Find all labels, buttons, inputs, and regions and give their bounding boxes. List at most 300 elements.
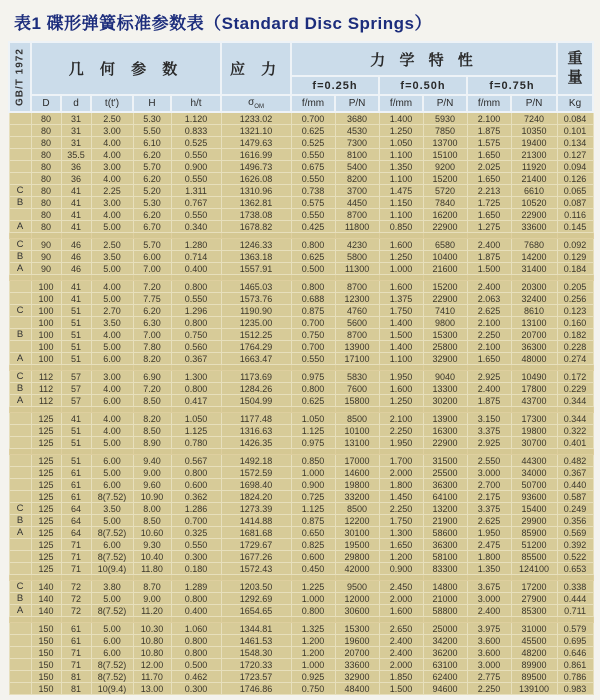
value-cell: 2.25 — [91, 185, 133, 197]
value-cell: 51 — [61, 437, 91, 449]
value-cell: 1512.25 — [221, 329, 291, 341]
value-cell: 1.289 — [171, 581, 221, 593]
value-cell: 0.440 — [557, 479, 593, 491]
value-cell: 41 — [61, 197, 91, 209]
value-cell: 12300 — [335, 293, 379, 305]
value-cell: 10350 — [511, 125, 557, 137]
standard-code: GB/T 1972 — [9, 42, 31, 112]
value-cell: 7.75 — [133, 293, 171, 305]
value-cell: 5.00 — [91, 293, 133, 305]
col-f50: f/mm — [379, 95, 423, 112]
value-cell: 1.125 — [291, 425, 335, 437]
value-cell: 125 — [31, 467, 61, 479]
value-cell: 30100 — [335, 527, 379, 539]
value-cell: 9.60 — [133, 479, 171, 491]
value-cell: 51 — [61, 455, 91, 467]
value-cell: 31400 — [511, 263, 557, 275]
value-cell: 1.700 — [379, 455, 423, 467]
value-cell: 1.800 — [467, 551, 511, 563]
value-cell: 1720.33 — [221, 659, 291, 671]
value-cell: 83300 — [423, 563, 467, 575]
value-cell: 1.400 — [379, 317, 423, 329]
value-cell: 1235.00 — [221, 317, 291, 329]
value-cell: 15100 — [423, 149, 467, 161]
value-cell: 2.925 — [467, 437, 511, 449]
value-cell: 8610 — [511, 305, 557, 317]
value-cell: 100 — [31, 281, 61, 293]
table-row — [9, 125, 593, 137]
value-cell: 3.00 — [91, 371, 133, 383]
value-cell: 51 — [61, 305, 91, 317]
series-label-cell: C — [9, 503, 31, 515]
value-cell: 125 — [31, 437, 61, 449]
series-label-cell: B — [9, 593, 31, 605]
value-cell: 2.400 — [467, 239, 511, 251]
value-cell: 5600 — [335, 317, 379, 329]
value-cell: 1677.26 — [221, 551, 291, 563]
value-cell: 20700 — [335, 647, 379, 659]
value-cell: 6.00 — [91, 455, 133, 467]
value-cell: 1.600 — [379, 239, 423, 251]
value-cell: 5.30 — [133, 197, 171, 209]
value-cell: 0.625 — [291, 251, 335, 263]
value-cell: 11920 — [511, 161, 557, 173]
series-label-cell — [9, 635, 31, 647]
value-cell: 2.000 — [379, 467, 423, 479]
value-cell: 51 — [61, 317, 91, 329]
disc-spring-table — [8, 41, 594, 695]
value-cell: 8.20 — [133, 353, 171, 365]
value-cell: 51 — [61, 329, 91, 341]
series-label-cell: C — [9, 239, 31, 251]
col-ht: h/t — [171, 95, 221, 112]
value-cell: 0.600 — [291, 551, 335, 563]
value-cell: 7.00 — [133, 329, 171, 341]
value-cell: 5.20 — [133, 185, 171, 197]
table-row — [9, 353, 593, 365]
value-cell: 1.100 — [379, 149, 423, 161]
value-cell: 6.00 — [91, 479, 133, 491]
table-header — [9, 42, 593, 112]
value-cell: 58800 — [423, 605, 467, 617]
value-cell: 15300 — [335, 623, 379, 635]
value-cell: 80 — [31, 209, 61, 221]
value-cell: 7850 — [423, 125, 467, 137]
table-row — [9, 185, 593, 197]
value-cell: 2.000 — [379, 659, 423, 671]
value-cell: 12000 — [335, 593, 379, 605]
value-cell: 1.725 — [467, 197, 511, 209]
value-cell: 0.300 — [171, 551, 221, 563]
table-row — [9, 605, 593, 617]
value-cell: 4.00 — [91, 173, 133, 185]
value-cell: 8500 — [335, 413, 379, 425]
value-cell: 9.00 — [133, 467, 171, 479]
value-cell: 3.150 — [467, 413, 511, 425]
value-cell: 19400 — [511, 137, 557, 149]
value-cell: 9500 — [335, 581, 379, 593]
value-cell: 100 — [31, 329, 61, 341]
header-f025: f=0.25h — [291, 76, 379, 95]
series-label-cell: B — [9, 329, 31, 341]
value-cell: 1.400 — [379, 112, 423, 125]
value-cell: 8500 — [335, 503, 379, 515]
value-cell: 0.229 — [557, 383, 593, 395]
value-cell: 0.462 — [171, 671, 221, 683]
value-cell: 0.180 — [171, 563, 221, 575]
table-row — [9, 503, 593, 515]
value-cell: 2.400 — [379, 647, 423, 659]
value-cell: 0.587 — [557, 491, 593, 503]
value-cell: 125 — [31, 425, 61, 437]
series-label-cell: B — [9, 251, 31, 263]
value-cell: 72 — [61, 581, 91, 593]
value-cell: 3.50 — [91, 251, 133, 263]
value-cell: 80 — [31, 149, 61, 161]
value-cell: 1.225 — [291, 581, 335, 593]
value-cell: 12.00 — [133, 659, 171, 671]
value-cell: 5.00 — [91, 221, 133, 233]
value-cell: 0.800 — [171, 317, 221, 329]
value-cell: 8.20 — [133, 413, 171, 425]
value-cell: 1626.08 — [221, 173, 291, 185]
value-cell: 3.675 — [467, 581, 511, 593]
value-cell: 1273.39 — [221, 503, 291, 515]
value-cell: 1.650 — [379, 539, 423, 551]
value-cell: 5.00 — [91, 623, 133, 635]
value-cell: 5930 — [423, 112, 467, 125]
weight-char-top: 重 — [567, 49, 583, 67]
series-label-cell — [9, 467, 31, 479]
value-cell: 0.425 — [291, 221, 335, 233]
table-row — [9, 281, 593, 293]
table-row — [9, 527, 593, 539]
value-cell: 2.550 — [467, 455, 511, 467]
value-cell: 31 — [61, 125, 91, 137]
value-cell: 64100 — [423, 491, 467, 503]
value-cell: 0.228 — [557, 341, 593, 353]
value-cell: 0.850 — [379, 221, 423, 233]
value-cell: 0.500 — [171, 659, 221, 671]
value-cell: 1663.47 — [221, 353, 291, 365]
value-cell: 125 — [31, 563, 61, 575]
value-cell: 1.200 — [379, 551, 423, 563]
value-cell: 17300 — [511, 413, 557, 425]
value-cell: 19600 — [335, 635, 379, 647]
value-cell: 0.700 — [291, 341, 335, 353]
series-label-cell — [9, 659, 31, 671]
value-cell: 45500 — [511, 635, 557, 647]
value-cell: 2.250 — [467, 683, 511, 695]
value-cell: 1.000 — [291, 467, 335, 479]
value-cell: 0.900 — [171, 161, 221, 173]
value-cell: 1.325 — [291, 623, 335, 635]
value-cell: 1.950 — [467, 527, 511, 539]
value-cell: 0.065 — [557, 185, 593, 197]
value-cell: 112 — [31, 395, 61, 407]
value-cell: 33200 — [335, 491, 379, 503]
series-label-cell: A — [9, 221, 31, 233]
value-cell: 6610 — [511, 185, 557, 197]
value-cell: 0.975 — [291, 437, 335, 449]
value-cell: 30700 — [511, 437, 557, 449]
value-cell: 0.650 — [291, 527, 335, 539]
value-cell: 17100 — [335, 353, 379, 365]
value-cell: 10520 — [511, 197, 557, 209]
value-cell: 0.205 — [557, 281, 593, 293]
value-cell: 0.800 — [171, 467, 221, 479]
col-f25: f/mm — [291, 95, 335, 112]
value-cell: 34200 — [423, 635, 467, 647]
value-cell: 1.100 — [379, 173, 423, 185]
value-cell: 0.550 — [291, 353, 335, 365]
value-cell: 4450 — [335, 197, 379, 209]
value-cell: 4.00 — [91, 281, 133, 293]
value-cell: 48400 — [335, 683, 379, 695]
value-cell: 2.925 — [467, 371, 511, 383]
value-cell: 1.950 — [379, 371, 423, 383]
value-cell: 4.00 — [91, 425, 133, 437]
value-cell: 7.00 — [133, 263, 171, 275]
value-cell: 31 — [61, 137, 91, 149]
value-cell: 0.695 — [557, 635, 593, 647]
value-cell: 100 — [31, 305, 61, 317]
value-cell: 8(7.52) — [91, 659, 133, 671]
value-cell: 43700 — [511, 395, 557, 407]
table-row — [9, 437, 593, 449]
value-cell: 0.700 — [291, 112, 335, 125]
value-cell: 0.800 — [291, 383, 335, 395]
value-cell: 8.90 — [133, 437, 171, 449]
table-row — [9, 371, 593, 383]
value-cell: 6.10 — [133, 137, 171, 149]
value-cell: 8(7.52) — [91, 491, 133, 503]
value-cell: 1.250 — [379, 251, 423, 263]
value-cell: 25800 — [423, 341, 467, 353]
table-row — [9, 635, 593, 647]
series-label-cell: A — [9, 605, 31, 617]
series-label-cell — [9, 539, 31, 551]
value-cell: 31000 — [511, 623, 557, 635]
table-row — [9, 425, 593, 437]
col-p75: P/N — [511, 95, 557, 112]
series-label-cell — [9, 425, 31, 437]
value-cell: 5.00 — [91, 515, 133, 527]
value-cell: 58100 — [423, 551, 467, 563]
value-cell: 0.767 — [171, 197, 221, 209]
value-cell: 0.482 — [557, 455, 593, 467]
value-cell: 61 — [61, 623, 91, 635]
value-cell: 11800 — [335, 221, 379, 233]
table-row — [9, 173, 593, 185]
value-cell: 0.738 — [291, 185, 335, 197]
value-cell: 0.417 — [171, 395, 221, 407]
value-cell: 140 — [31, 593, 61, 605]
value-cell: 1414.88 — [221, 515, 291, 527]
value-cell: 80 — [31, 161, 61, 173]
value-cell: 2.70 — [91, 305, 133, 317]
value-cell: 0.092 — [557, 239, 593, 251]
value-cell: 6.00 — [91, 635, 133, 647]
value-cell: 0.116 — [557, 209, 593, 221]
table-row — [9, 239, 593, 251]
value-cell: 125 — [31, 551, 61, 563]
value-cell: 6.70 — [133, 221, 171, 233]
value-cell: 150 — [31, 623, 61, 635]
value-cell: 44300 — [511, 455, 557, 467]
value-cell: 10490 — [511, 371, 557, 383]
value-cell: 48000 — [511, 353, 557, 365]
value-cell: 10.60 — [133, 527, 171, 539]
value-cell: 0.182 — [557, 329, 593, 341]
col-d: d — [61, 95, 91, 112]
table-row — [9, 593, 593, 605]
series-label-cell — [9, 437, 31, 449]
value-cell: 1.750 — [379, 305, 423, 317]
series-label-cell: C — [9, 305, 31, 317]
value-cell: 48200 — [511, 647, 557, 659]
value-cell: 4.00 — [91, 137, 133, 149]
value-cell: 10.30 — [133, 623, 171, 635]
value-cell: 8.50 — [133, 515, 171, 527]
value-cell: 0.900 — [379, 563, 423, 575]
value-cell: 0.800 — [291, 239, 335, 251]
value-cell: 0.560 — [171, 341, 221, 353]
value-cell: 21900 — [423, 515, 467, 527]
value-cell: 80 — [31, 221, 61, 233]
value-cell: 0.800 — [171, 281, 221, 293]
value-cell: 1.280 — [171, 239, 221, 251]
value-cell: 62400 — [423, 671, 467, 683]
value-cell: 41 — [61, 293, 91, 305]
series-label-cell: B — [9, 383, 31, 395]
header-f050: f=0.50h — [379, 76, 467, 95]
table-row — [9, 671, 593, 683]
value-cell: 125 — [31, 503, 61, 515]
series-label-cell: A — [9, 263, 31, 275]
value-cell: 150 — [31, 647, 61, 659]
value-cell: 29800 — [335, 551, 379, 563]
value-cell: 61 — [61, 635, 91, 647]
col-t: t(t') — [91, 95, 133, 112]
value-cell: 2.700 — [467, 479, 511, 491]
value-cell: 1.250 — [379, 125, 423, 137]
value-cell: 1.050 — [171, 413, 221, 425]
value-cell: 1.400 — [379, 341, 423, 353]
value-cell: 1.600 — [379, 383, 423, 395]
value-cell: 94600 — [423, 683, 467, 695]
value-cell: 150 — [31, 683, 61, 695]
value-cell: 1.200 — [291, 647, 335, 659]
value-cell: 8(7.52) — [91, 671, 133, 683]
col-p25: P/N — [335, 95, 379, 112]
value-cell: 8200 — [335, 173, 379, 185]
value-cell: 14800 — [423, 581, 467, 593]
value-cell: 0.625 — [291, 395, 335, 407]
value-cell: 1.060 — [171, 623, 221, 635]
value-cell: 6.30 — [133, 317, 171, 329]
value-cell: 5.00 — [91, 341, 133, 353]
series-label-cell: B — [9, 515, 31, 527]
value-cell: 17000 — [335, 455, 379, 467]
series-label-cell — [9, 137, 31, 149]
value-cell: 50700 — [511, 479, 557, 491]
value-cell: 11.80 — [133, 563, 171, 575]
value-cell: 80 — [31, 125, 61, 137]
value-cell: 1678.82 — [221, 221, 291, 233]
value-cell: 2.000 — [379, 593, 423, 605]
value-cell: 22900 — [423, 293, 467, 305]
value-cell: 0.800 — [171, 383, 221, 395]
value-cell: 0.700 — [291, 317, 335, 329]
series-label-cell — [9, 479, 31, 491]
value-cell: 1.000 — [291, 593, 335, 605]
value-cell: 0.750 — [291, 329, 335, 341]
value-cell: 32400 — [511, 293, 557, 305]
value-cell: 7.80 — [133, 341, 171, 353]
value-cell: 2.650 — [379, 623, 423, 635]
table-row — [9, 551, 593, 563]
table-row — [9, 263, 593, 275]
value-cell: 2.400 — [379, 635, 423, 647]
value-cell: 0.344 — [557, 413, 593, 425]
value-cell: 0.825 — [291, 539, 335, 551]
value-cell: 8.50 — [133, 425, 171, 437]
value-cell: 0.850 — [291, 455, 335, 467]
value-cell: 2.100 — [467, 112, 511, 125]
value-cell: 0.367 — [557, 467, 593, 479]
value-cell: 0.625 — [291, 125, 335, 137]
value-cell: 0.500 — [291, 263, 335, 275]
value-cell: 0.145 — [557, 221, 593, 233]
table-row — [9, 659, 593, 671]
page-title: 表1 碟形弹簧标准参数表（Standard Disc Springs） — [14, 14, 432, 33]
table-body — [9, 112, 593, 695]
value-cell: 3.00 — [91, 161, 133, 173]
value-cell: 7600 — [335, 383, 379, 395]
value-cell: 4230 — [335, 239, 379, 251]
value-cell: 1616.99 — [221, 149, 291, 161]
value-cell: 6.90 — [133, 371, 171, 383]
value-cell: 0.550 — [291, 209, 335, 221]
header-geometry: 几 何 参 数 — [31, 42, 221, 95]
value-cell: 0.925 — [291, 671, 335, 683]
value-cell: 9.00 — [133, 593, 171, 605]
value-cell: 5400 — [335, 161, 379, 173]
value-cell: 1.050 — [379, 137, 423, 149]
table-row — [9, 581, 593, 593]
value-cell: 2.450 — [379, 581, 423, 593]
value-cell: 25000 — [423, 623, 467, 635]
value-cell: 42000 — [335, 563, 379, 575]
series-label-cell — [9, 173, 31, 185]
value-cell: 3.50 — [91, 503, 133, 515]
value-cell: 1.050 — [291, 413, 335, 425]
value-cell: 9040 — [423, 371, 467, 383]
value-cell: 0.550 — [291, 149, 335, 161]
value-cell: 41 — [61, 185, 91, 197]
header-stress: 应 力 — [221, 42, 291, 95]
value-cell: 1.875 — [467, 251, 511, 263]
value-cell: 11.20 — [133, 605, 171, 617]
value-cell: 0.646 — [557, 647, 593, 659]
value-cell: 20700 — [511, 329, 557, 341]
value-cell: 4.00 — [91, 209, 133, 221]
value-cell: 112 — [31, 371, 61, 383]
value-cell: 15400 — [511, 503, 557, 515]
value-cell: 7680 — [511, 239, 557, 251]
series-label-cell — [9, 149, 31, 161]
